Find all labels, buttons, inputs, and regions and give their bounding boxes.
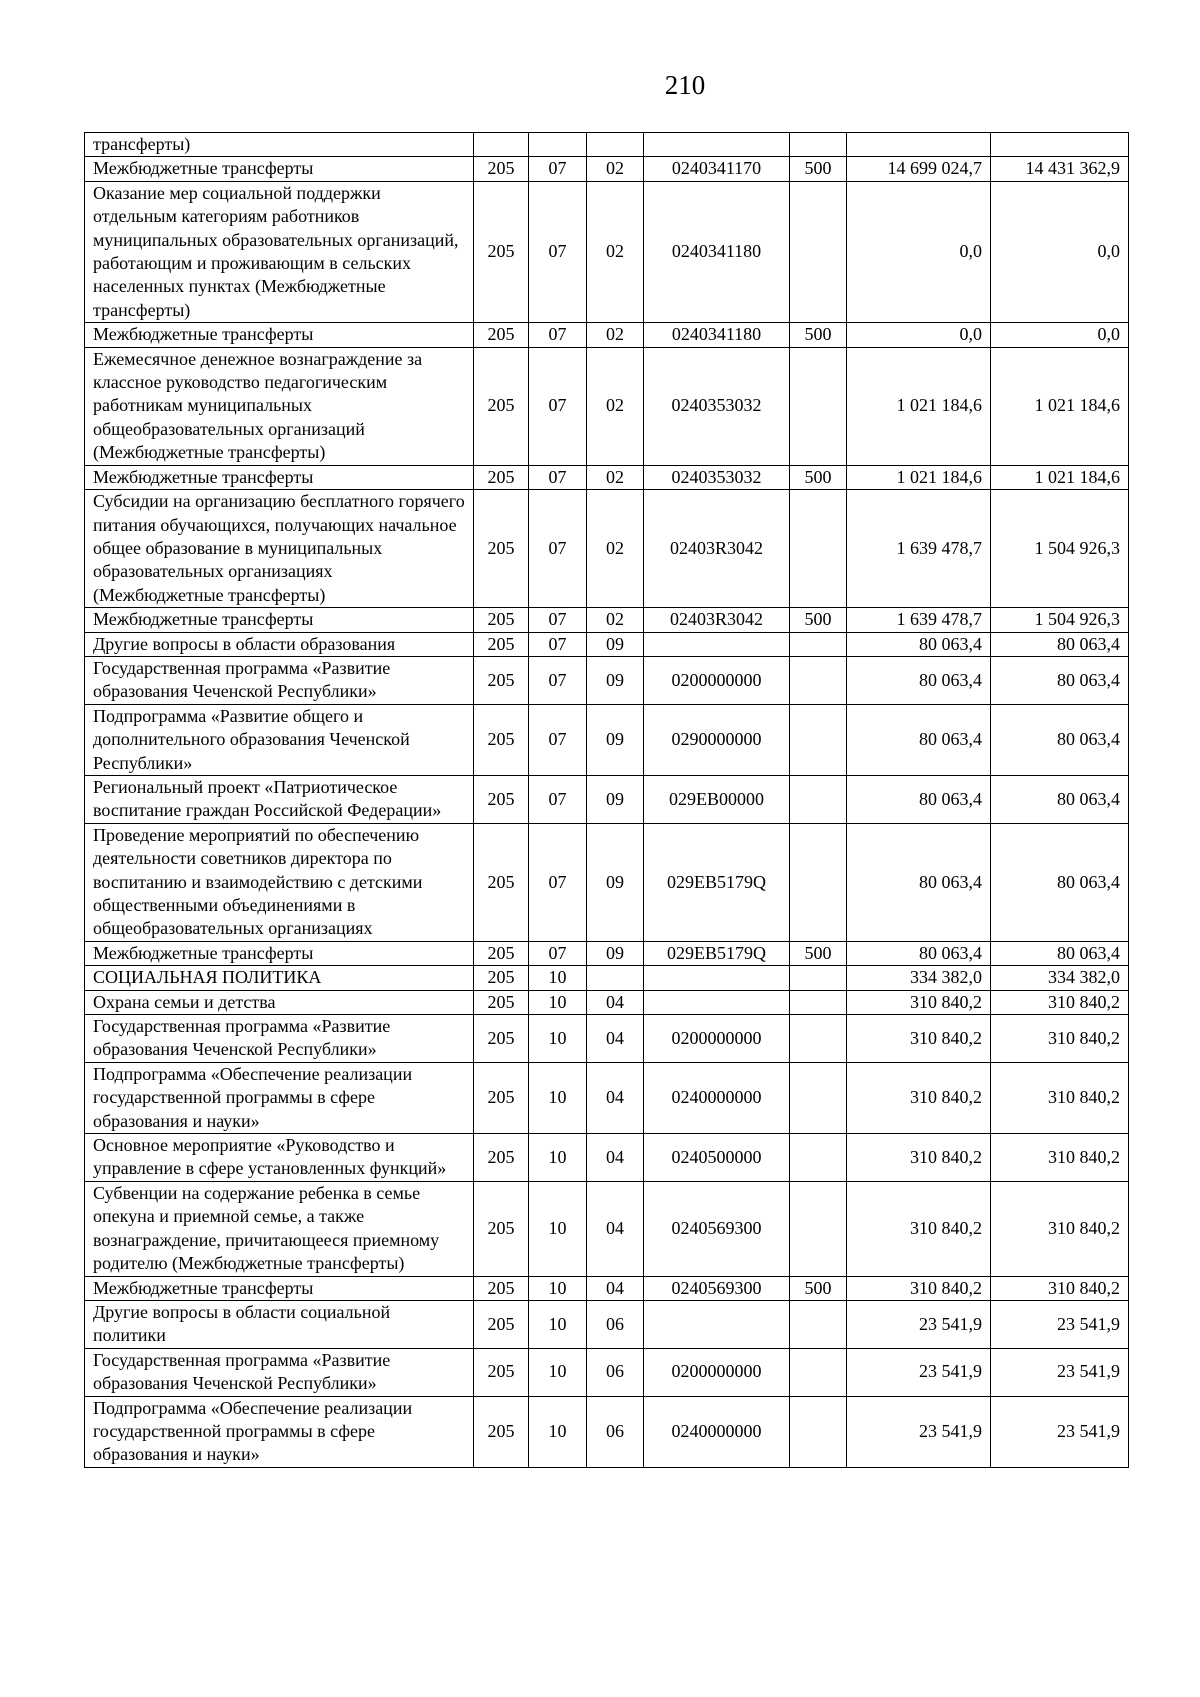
expense-type-code — [790, 1015, 847, 1063]
target-article-code: 0240353032 — [644, 465, 790, 489]
subsection-code: 09 — [587, 823, 644, 941]
subsection-code: 06 — [587, 1300, 644, 1348]
target-article-code: 02403R3042 — [644, 608, 790, 632]
amount-year-1: 334 382,0 — [847, 966, 991, 990]
section-code: 10 — [529, 1300, 587, 1348]
target-article-code — [644, 990, 790, 1014]
subsection-code: 09 — [587, 656, 644, 704]
amount-year-2: 23 541,9 — [991, 1396, 1129, 1467]
section-code: 07 — [529, 941, 587, 965]
row-name: Оказание мер социальной поддержки отдельным категориям работников муниципальных образовательных организаций, работающим и проживающим в сельских населенных пунктах (Межбюджетные трансферты) — [85, 181, 474, 322]
table-row — [85, 1015, 1129, 1063]
row-name: Государственная программа «Развитие образования Чеченской Республики» — [85, 1348, 474, 1396]
expense-type-code — [790, 1348, 847, 1396]
row-name: Субсидии на организацию бесплатного горячего питания обучающихся, получающих начальное общее образование в муниципальных образовательных организациях (Межбюджетные трансферты) — [85, 490, 474, 608]
amount-year-1: 80 063,4 — [847, 941, 991, 965]
amount-year-1 — [847, 133, 991, 157]
section-code: 07 — [529, 465, 587, 489]
amount-year-1: 1 639 478,7 — [847, 490, 991, 608]
amount-year-2: 1 504 926,3 — [991, 608, 1129, 632]
expense-type-code — [790, 823, 847, 941]
table-row — [85, 1300, 1129, 1348]
expense-type-code — [790, 990, 847, 1014]
table-row — [85, 704, 1129, 775]
amount-year-2: 23 541,9 — [991, 1348, 1129, 1396]
subsection-code: 04 — [587, 1134, 644, 1182]
row-name: Другие вопросы в области социальной политики — [85, 1300, 474, 1348]
target-article-code: 029EB5179Q — [644, 823, 790, 941]
section-code: 10 — [529, 1348, 587, 1396]
section-code: 07 — [529, 323, 587, 347]
amount-year-2: 0,0 — [991, 323, 1129, 347]
amount-year-1: 310 840,2 — [847, 1062, 991, 1133]
target-article-code: 0240341180 — [644, 323, 790, 347]
target-article-code — [644, 1300, 790, 1348]
amount-year-2: 80 063,4 — [991, 823, 1129, 941]
amount-year-2: 1 504 926,3 — [991, 490, 1129, 608]
row-name: Межбюджетные трансферты — [85, 323, 474, 347]
row-name: Субвенции на содержание ребенка в семье опекуна и приемной семье, а также вознаграждение, причитающееся приемному родителю (Межбюджетные трансферты) — [85, 1181, 474, 1276]
table-row — [85, 608, 1129, 632]
subsection-code: 02 — [587, 157, 644, 181]
ministry-code: 205 — [474, 1134, 529, 1182]
expense-type-code — [790, 656, 847, 704]
table-row — [85, 465, 1129, 489]
ministry-code: 205 — [474, 490, 529, 608]
subsection-code — [587, 966, 644, 990]
target-article-code: 0240500000 — [644, 1134, 790, 1182]
ministry-code: 205 — [474, 1300, 529, 1348]
amount-year-1: 0,0 — [847, 323, 991, 347]
ministry-code: 205 — [474, 704, 529, 775]
row-name: Государственная программа «Развитие образования Чеченской Республики» — [85, 1015, 474, 1063]
expense-type-code: 500 — [790, 465, 847, 489]
target-article-code: 029EB5179Q — [644, 941, 790, 965]
subsection-code: 02 — [587, 490, 644, 608]
table-row — [85, 775, 1129, 823]
row-name: Межбюджетные трансферты — [85, 608, 474, 632]
expense-type-code — [790, 1181, 847, 1276]
section-code: 10 — [529, 1276, 587, 1300]
subsection-code: 04 — [587, 1062, 644, 1133]
table-row — [85, 990, 1129, 1014]
table-row — [85, 133, 1129, 157]
expense-type-code — [790, 1300, 847, 1348]
section-code: 07 — [529, 181, 587, 322]
target-article-code: 029EB00000 — [644, 775, 790, 823]
table-row — [85, 1276, 1129, 1300]
target-article-code: 0200000000 — [644, 1348, 790, 1396]
subsection-code: 04 — [587, 1276, 644, 1300]
amount-year-2: 1 021 184,6 — [991, 465, 1129, 489]
section-code: 07 — [529, 608, 587, 632]
section-code: 07 — [529, 704, 587, 775]
ministry-code: 205 — [474, 632, 529, 656]
target-article-code: 0200000000 — [644, 656, 790, 704]
row-name: Охрана семьи и детства — [85, 990, 474, 1014]
amount-year-2: 80 063,4 — [991, 632, 1129, 656]
amount-year-1: 14 699 024,7 — [847, 157, 991, 181]
section-code — [529, 133, 587, 157]
target-article-code: 0240569300 — [644, 1276, 790, 1300]
section-code: 07 — [529, 490, 587, 608]
amount-year-1: 23 541,9 — [847, 1300, 991, 1348]
amount-year-1: 23 541,9 — [847, 1348, 991, 1396]
row-name: СОЦИАЛЬНАЯ ПОЛИТИКА — [85, 966, 474, 990]
target-article-code: 0240569300 — [644, 1181, 790, 1276]
table-row — [85, 1181, 1129, 1276]
row-name: Проведение мероприятий по обеспечению деятельности советников директора по воспитанию и взаимодействию с детскими общественными объединениями в общеобразовательных организациях — [85, 823, 474, 941]
amount-year-1: 1 639 478,7 — [847, 608, 991, 632]
subsection-code: 04 — [587, 990, 644, 1014]
table-row — [85, 1348, 1129, 1396]
ministry-code: 205 — [474, 157, 529, 181]
expense-type-code — [790, 490, 847, 608]
row-name: Межбюджетные трансферты — [85, 465, 474, 489]
row-name: Межбюджетные трансферты — [85, 941, 474, 965]
section-code: 07 — [529, 347, 587, 465]
table-row — [85, 1396, 1129, 1467]
ministry-code — [474, 133, 529, 157]
section-code: 10 — [529, 966, 587, 990]
section-code: 10 — [529, 1134, 587, 1182]
expense-type-code — [790, 704, 847, 775]
section-code: 07 — [529, 656, 587, 704]
section-code: 07 — [529, 632, 587, 656]
ministry-code: 205 — [474, 1015, 529, 1063]
amount-year-2: 14 431 362,9 — [991, 157, 1129, 181]
amount-year-2: 0,0 — [991, 181, 1129, 322]
row-name: Подпрограмма «Обеспечение реализации государственной программы в сфере образования и науки» — [85, 1062, 474, 1133]
amount-year-1: 310 840,2 — [847, 990, 991, 1014]
subsection-code: 02 — [587, 465, 644, 489]
target-article-code: 0200000000 — [644, 1015, 790, 1063]
amount-year-2: 310 840,2 — [991, 1181, 1129, 1276]
amount-year-1: 23 541,9 — [847, 1396, 991, 1467]
amount-year-2: 23 541,9 — [991, 1300, 1129, 1348]
row-name: Подпрограмма «Обеспечение реализации государственной программы в сфере образования и науки» — [85, 1396, 474, 1467]
table-row — [85, 323, 1129, 347]
target-article-code: 0240000000 — [644, 1062, 790, 1133]
ministry-code: 205 — [474, 181, 529, 322]
ministry-code: 205 — [474, 1181, 529, 1276]
target-article-code — [644, 966, 790, 990]
amount-year-2: 310 840,2 — [991, 990, 1129, 1014]
ministry-code: 205 — [474, 656, 529, 704]
section-code: 10 — [529, 1181, 587, 1276]
subsection-code: 09 — [587, 704, 644, 775]
amount-year-1: 310 840,2 — [847, 1134, 991, 1182]
table-row — [85, 656, 1129, 704]
amount-year-1: 310 840,2 — [847, 1015, 991, 1063]
ministry-code: 205 — [474, 1062, 529, 1133]
amount-year-1: 80 063,4 — [847, 656, 991, 704]
table-row — [85, 181, 1129, 322]
ministry-code: 205 — [474, 941, 529, 965]
amount-year-1: 310 840,2 — [847, 1181, 991, 1276]
expense-type-code: 500 — [790, 941, 847, 965]
amount-year-2: 80 063,4 — [991, 941, 1129, 965]
amount-year-2: 310 840,2 — [991, 1134, 1129, 1182]
table-row — [85, 966, 1129, 990]
row-name: Ежемесячное денежное вознаграждение за классное руководство педагогическим работникам муниципальных общеобразовательных организаций (Межбюджетные трансферты) — [85, 347, 474, 465]
target-article-code: 0240353032 — [644, 347, 790, 465]
amount-year-1: 1 021 184,6 — [847, 465, 991, 489]
amount-year-2: 310 840,2 — [991, 1276, 1129, 1300]
section-code: 07 — [529, 775, 587, 823]
subsection-code: 09 — [587, 941, 644, 965]
expense-type-code — [790, 775, 847, 823]
row-name: Региональный проект «Патриотическое воспитание граждан Российской Федерации» — [85, 775, 474, 823]
table-row — [85, 490, 1129, 608]
ministry-code: 205 — [474, 823, 529, 941]
table-row — [85, 347, 1129, 465]
amount-year-2: 310 840,2 — [991, 1062, 1129, 1133]
ministry-code: 205 — [474, 323, 529, 347]
amount-year-1: 310 840,2 — [847, 1276, 991, 1300]
subsection-code: 02 — [587, 323, 644, 347]
amount-year-1: 80 063,4 — [847, 632, 991, 656]
amount-year-2: 80 063,4 — [991, 656, 1129, 704]
section-code: 10 — [529, 1396, 587, 1467]
ministry-code: 205 — [474, 1276, 529, 1300]
row-name: Государственная программа «Развитие образования Чеченской Республики» — [85, 656, 474, 704]
target-article-code: 02403R3042 — [644, 490, 790, 608]
amount-year-2: 334 382,0 — [991, 966, 1129, 990]
expense-type-code — [790, 632, 847, 656]
amount-year-1: 1 021 184,6 — [847, 347, 991, 465]
subsection-code: 04 — [587, 1181, 644, 1276]
subsection-code: 02 — [587, 181, 644, 322]
row-name: трансферты) — [85, 133, 474, 157]
ministry-code: 205 — [474, 608, 529, 632]
target-article-code: 0290000000 — [644, 704, 790, 775]
row-name: Подпрограмма «Развитие общего и дополнительного образования Чеченской Республики» — [85, 704, 474, 775]
target-article-code: 0240341170 — [644, 157, 790, 181]
ministry-code: 205 — [474, 1396, 529, 1467]
amount-year-2: 80 063,4 — [991, 775, 1129, 823]
amount-year-2: 1 021 184,6 — [991, 347, 1129, 465]
section-code: 07 — [529, 157, 587, 181]
amount-year-1: 80 063,4 — [847, 704, 991, 775]
amount-year-1: 0,0 — [847, 181, 991, 322]
expense-type-code — [790, 1134, 847, 1182]
expense-type-code: 500 — [790, 1276, 847, 1300]
table-row — [85, 1134, 1129, 1182]
target-article-code: 0240000000 — [644, 1396, 790, 1467]
expense-type-code — [790, 181, 847, 322]
subsection-code: 09 — [587, 632, 644, 656]
subsection-code: 02 — [587, 347, 644, 465]
expense-type-code — [790, 347, 847, 465]
section-code: 07 — [529, 823, 587, 941]
ministry-code: 205 — [474, 347, 529, 465]
subsection-code: 09 — [587, 775, 644, 823]
amount-year-1: 80 063,4 — [847, 823, 991, 941]
amount-year-2: 310 840,2 — [991, 1015, 1129, 1063]
target-article-code: 0240341180 — [644, 181, 790, 322]
expense-type-code: 500 — [790, 157, 847, 181]
subsection-code: 06 — [587, 1396, 644, 1467]
table-row — [85, 823, 1129, 941]
expense-type-code — [790, 133, 847, 157]
row-name: Межбюджетные трансферты — [85, 157, 474, 181]
ministry-code: 205 — [474, 465, 529, 489]
subsection-code — [587, 133, 644, 157]
target-article-code — [644, 632, 790, 656]
table-row — [85, 1062, 1129, 1133]
amount-year-2 — [991, 133, 1129, 157]
row-name: Другие вопросы в области образования — [85, 632, 474, 656]
amount-year-1: 80 063,4 — [847, 775, 991, 823]
section-code: 10 — [529, 990, 587, 1014]
section-code: 10 — [529, 1062, 587, 1133]
ministry-code: 205 — [474, 966, 529, 990]
expense-type-code: 500 — [790, 608, 847, 632]
amount-year-2: 80 063,4 — [991, 704, 1129, 775]
page-number: 210 — [664, 70, 706, 100]
table-row — [85, 632, 1129, 656]
expense-type-code: 500 — [790, 323, 847, 347]
subsection-code: 02 — [587, 608, 644, 632]
expense-type-code — [790, 1396, 847, 1467]
ministry-code: 205 — [474, 775, 529, 823]
ministry-code: 205 — [474, 990, 529, 1014]
expense-type-code — [790, 966, 847, 990]
ministry-code: 205 — [474, 1348, 529, 1396]
table-row — [85, 941, 1129, 965]
budget-table — [84, 132, 1129, 1468]
table-row — [85, 157, 1129, 181]
subsection-code: 04 — [587, 1015, 644, 1063]
row-name: Межбюджетные трансферты — [85, 1276, 474, 1300]
subsection-code: 06 — [587, 1348, 644, 1396]
row-name: Основное мероприятие «Руководство и управление в сфере установленных функций» — [85, 1134, 474, 1182]
section-code: 10 — [529, 1015, 587, 1063]
target-article-code — [644, 133, 790, 157]
expense-type-code — [790, 1062, 847, 1133]
